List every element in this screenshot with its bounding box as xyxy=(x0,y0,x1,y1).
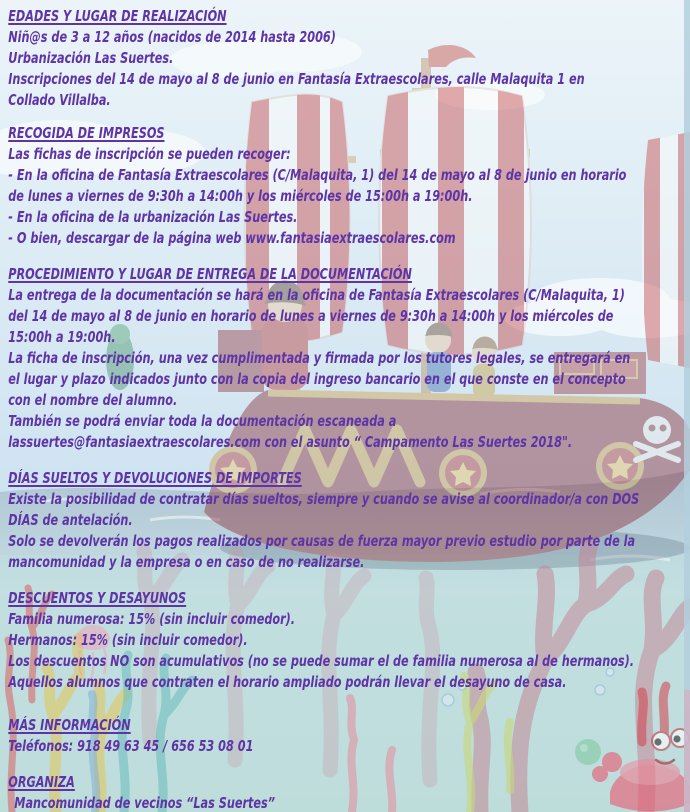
text-line: Niñ@s de 3 a 12 años (nacidos de 2014 hasta 2006) xyxy=(8,28,336,46)
section-organiza xyxy=(8,772,690,812)
section-heading: RECOGIDA DE IMPRESOS xyxy=(8,124,165,142)
text-line: Urbanización Las Suertes. xyxy=(8,49,174,67)
section-dias-sueltos xyxy=(8,468,690,573)
section-heading: EDADES Y LUGAR DE REALIZACIÓN xyxy=(8,7,227,25)
text-line: Solo se devolverán los pagos realizados por causas de fuerza mayor previo estudio por parte de la xyxy=(8,532,636,550)
text-line: - En la oficina de la urbanización Las Suertes. xyxy=(8,208,298,226)
section-heading: DESCUENTOS Y DESAYUNOS xyxy=(8,589,187,607)
section-heading: PROCEDIMIENTO Y LUGAR DE ENTREGA DE LA DOCUMENTACIÓN xyxy=(8,265,412,283)
section-procedimiento xyxy=(8,264,690,453)
text-line: Hermanos: 15% (sin incluir comedor). xyxy=(8,631,248,649)
text-line: La entrega de la documentación se hará en la oficina de Fantasía Extraescolares (C/Malaquita, 1) xyxy=(8,286,625,304)
text-line: Aquellos alumnos que contraten el horario ampliado podrán llevar el desayuno de casa. xyxy=(8,673,567,691)
text-line: Existe la posibilidad de contratar días sueltos, siempre y cuando se avise al coordinador/a con DOS xyxy=(8,490,640,508)
text-line: - O bien, descargar de la página web www.fantasiaextraescolares.com xyxy=(8,229,456,247)
section-heading: MÁS INFORMACIÓN xyxy=(8,716,131,734)
text-line: Las fichas de inscripción se pueden recoger: xyxy=(8,145,291,163)
section-recogida xyxy=(8,123,690,249)
text-line: del 14 de mayo al 8 de junio en horario de lunes a viernes de 9:30h a 14:00h y los miércoles de xyxy=(8,307,614,325)
text-line: Inscripciones del 14 de mayo al 8 de junio en Fantasía Extraescolares, calle Malaquita 1 en xyxy=(8,70,585,88)
text-line: mancomunidad y la empresa o en caso de no realizarse. xyxy=(8,553,365,571)
text-line: lassuertes@fantasiaextraescolares.com con el asunto “ Campamento Las Suertes 2018". xyxy=(8,433,573,451)
text-line: el lugar y plazo indicados junto con la copia del ingreso bancario en el que conste en el concepto xyxy=(8,370,626,388)
text-line: - En la oficina de Fantasía Extraescolares (C/Malaquita, 1) del 14 de mayo al 8 de junio en horario xyxy=(8,166,627,184)
text-line: La ficha de inscripción, una vez cumplimentada y firmada por los tutores legales, se entregará en xyxy=(8,349,631,367)
text-line: de lunes a viernes de 9:30h a 14:00h y los miércoles de 15:00h a 19:00h. xyxy=(8,187,473,205)
section-edades xyxy=(8,6,690,111)
organizer-name: Mancomunidad de vecinos “Las Suertes” xyxy=(14,794,275,812)
text-line: Los descuentos NO son acumulativos (no se puede sumar el de familia numerosa al de hermanos). xyxy=(8,652,635,670)
text-line: Collado Villalba. xyxy=(8,91,111,109)
text-line: DÍAS de antelación. xyxy=(8,511,133,529)
section-mas-informacion xyxy=(8,715,690,757)
text-line: 15:00h a 19:00h. xyxy=(8,328,116,346)
section-heading: DÍAS SUELTOS Y DEVOLUCIONES DE IMPORTES xyxy=(8,469,302,487)
text-line: También se podrá enviar toda la documentación escaneada a xyxy=(8,412,397,430)
section-heading: ORGANIZA xyxy=(8,773,75,791)
text-line: Familia numerosa: 15% (sin incluir comedor). xyxy=(8,610,296,628)
section-descuentos xyxy=(8,588,690,693)
text-line: con el nombre del alumno. xyxy=(8,391,178,409)
phone-numbers: Teléfonos: 918 49 63 45 / 656 53 08 01 xyxy=(8,737,254,755)
